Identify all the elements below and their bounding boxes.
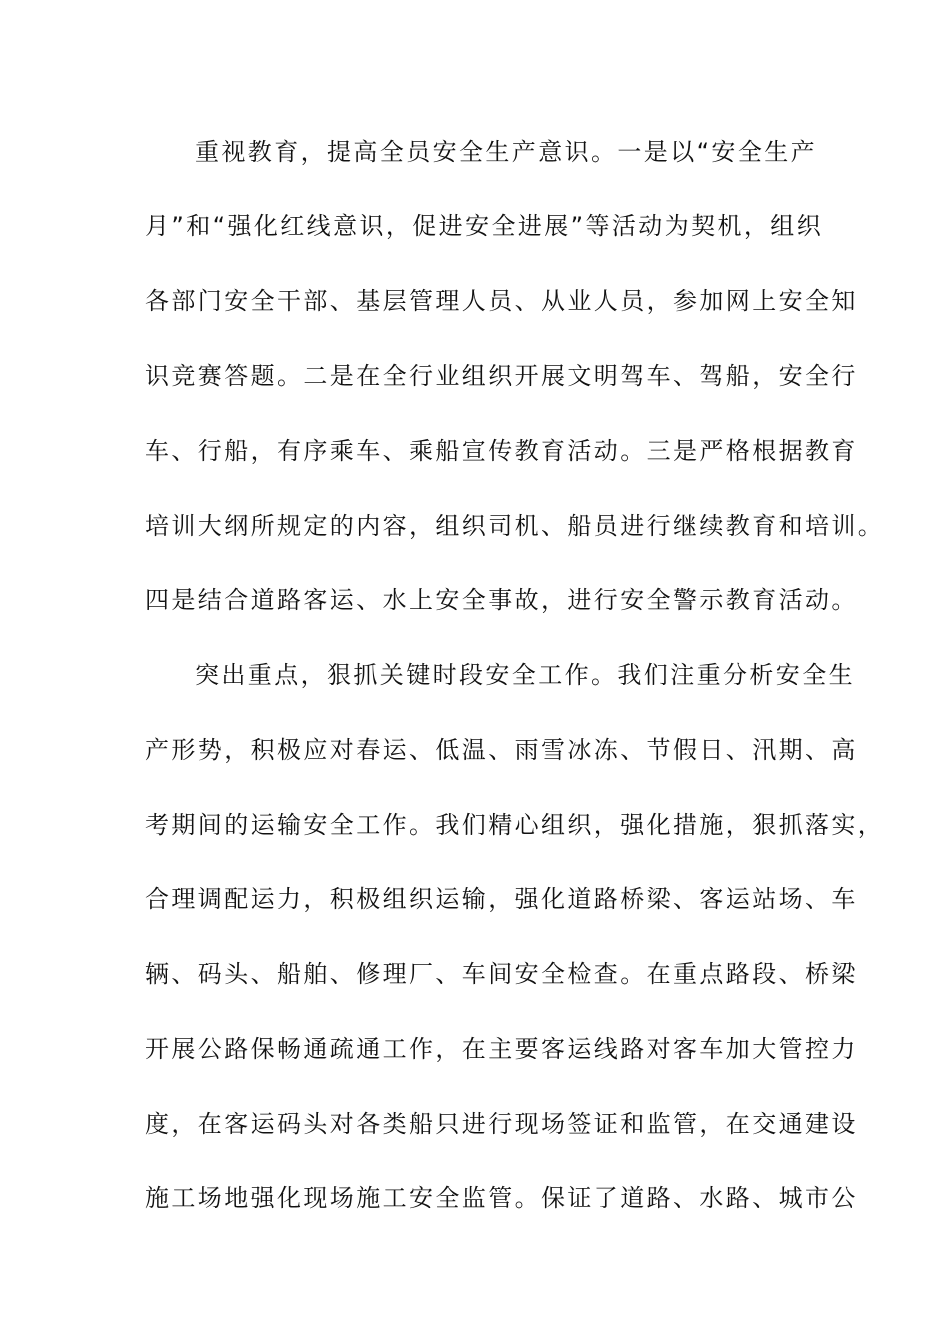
paragraph-2-line-1: 突出重点，狠抓关键时段安全工作。我们注重分析安全生 [195,661,855,689]
paragraph-2-line-5: 辆、码头、船舶、修理厂、车间安全检查。在重点路段、桥梁 [145,960,858,988]
paragraph-2-line-8: 施工场地强化现场施工安全监管。保证了道路、水路、城市公 [145,1184,858,1212]
paragraph-2-line-3: 考期间的运输安全工作。我们精心组织，强化措施，狠抓落实， [145,811,885,839]
paragraph-1-line-3: 各部门安全干部、基层管理人员、从业人员，参加网上安全知 [145,287,858,315]
paragraph-2-line-6: 开展公路保畅通疏通工作，在主要客运线路对客车加大管控力 [145,1035,858,1063]
paragraph-2-line-2: 产形势，积极应对春运、低温、雨雪冰冻、节假日、汛期、高 [145,736,858,764]
paragraph-1-line-5: 车、行船，有序乘车、乘船宣传教育活动。三是严格根据教育 [145,437,858,465]
paragraph-1-line-1: 重视教育，提高全员安全生产意识。一是以“安全生产 [195,138,818,166]
paragraph-1-line-7: 四是结合道路客运、水上安全事故，进行安全警示教育活动。 [145,586,858,614]
paragraph-2-line-4: 合理调配运力，积极组织运输，强化道路桥梁、客运站场、车 [145,885,858,913]
paragraph-2-line-7: 度，在客运码头对各类船只进行现场签证和监管，在交通建设 [145,1110,858,1138]
paragraph-1-line-2: 月”和“强化红线意识，促进安全进展”等活动为契机，组织 [145,212,824,240]
paragraph-1-line-4: 识竞赛答题。二是在全行业组织开展文明驾车、驾船，安全行 [145,362,858,390]
paragraph-1-line-6: 培训大纲所规定的内容，组织司机、船员进行继续教育和培训。 [145,512,885,540]
